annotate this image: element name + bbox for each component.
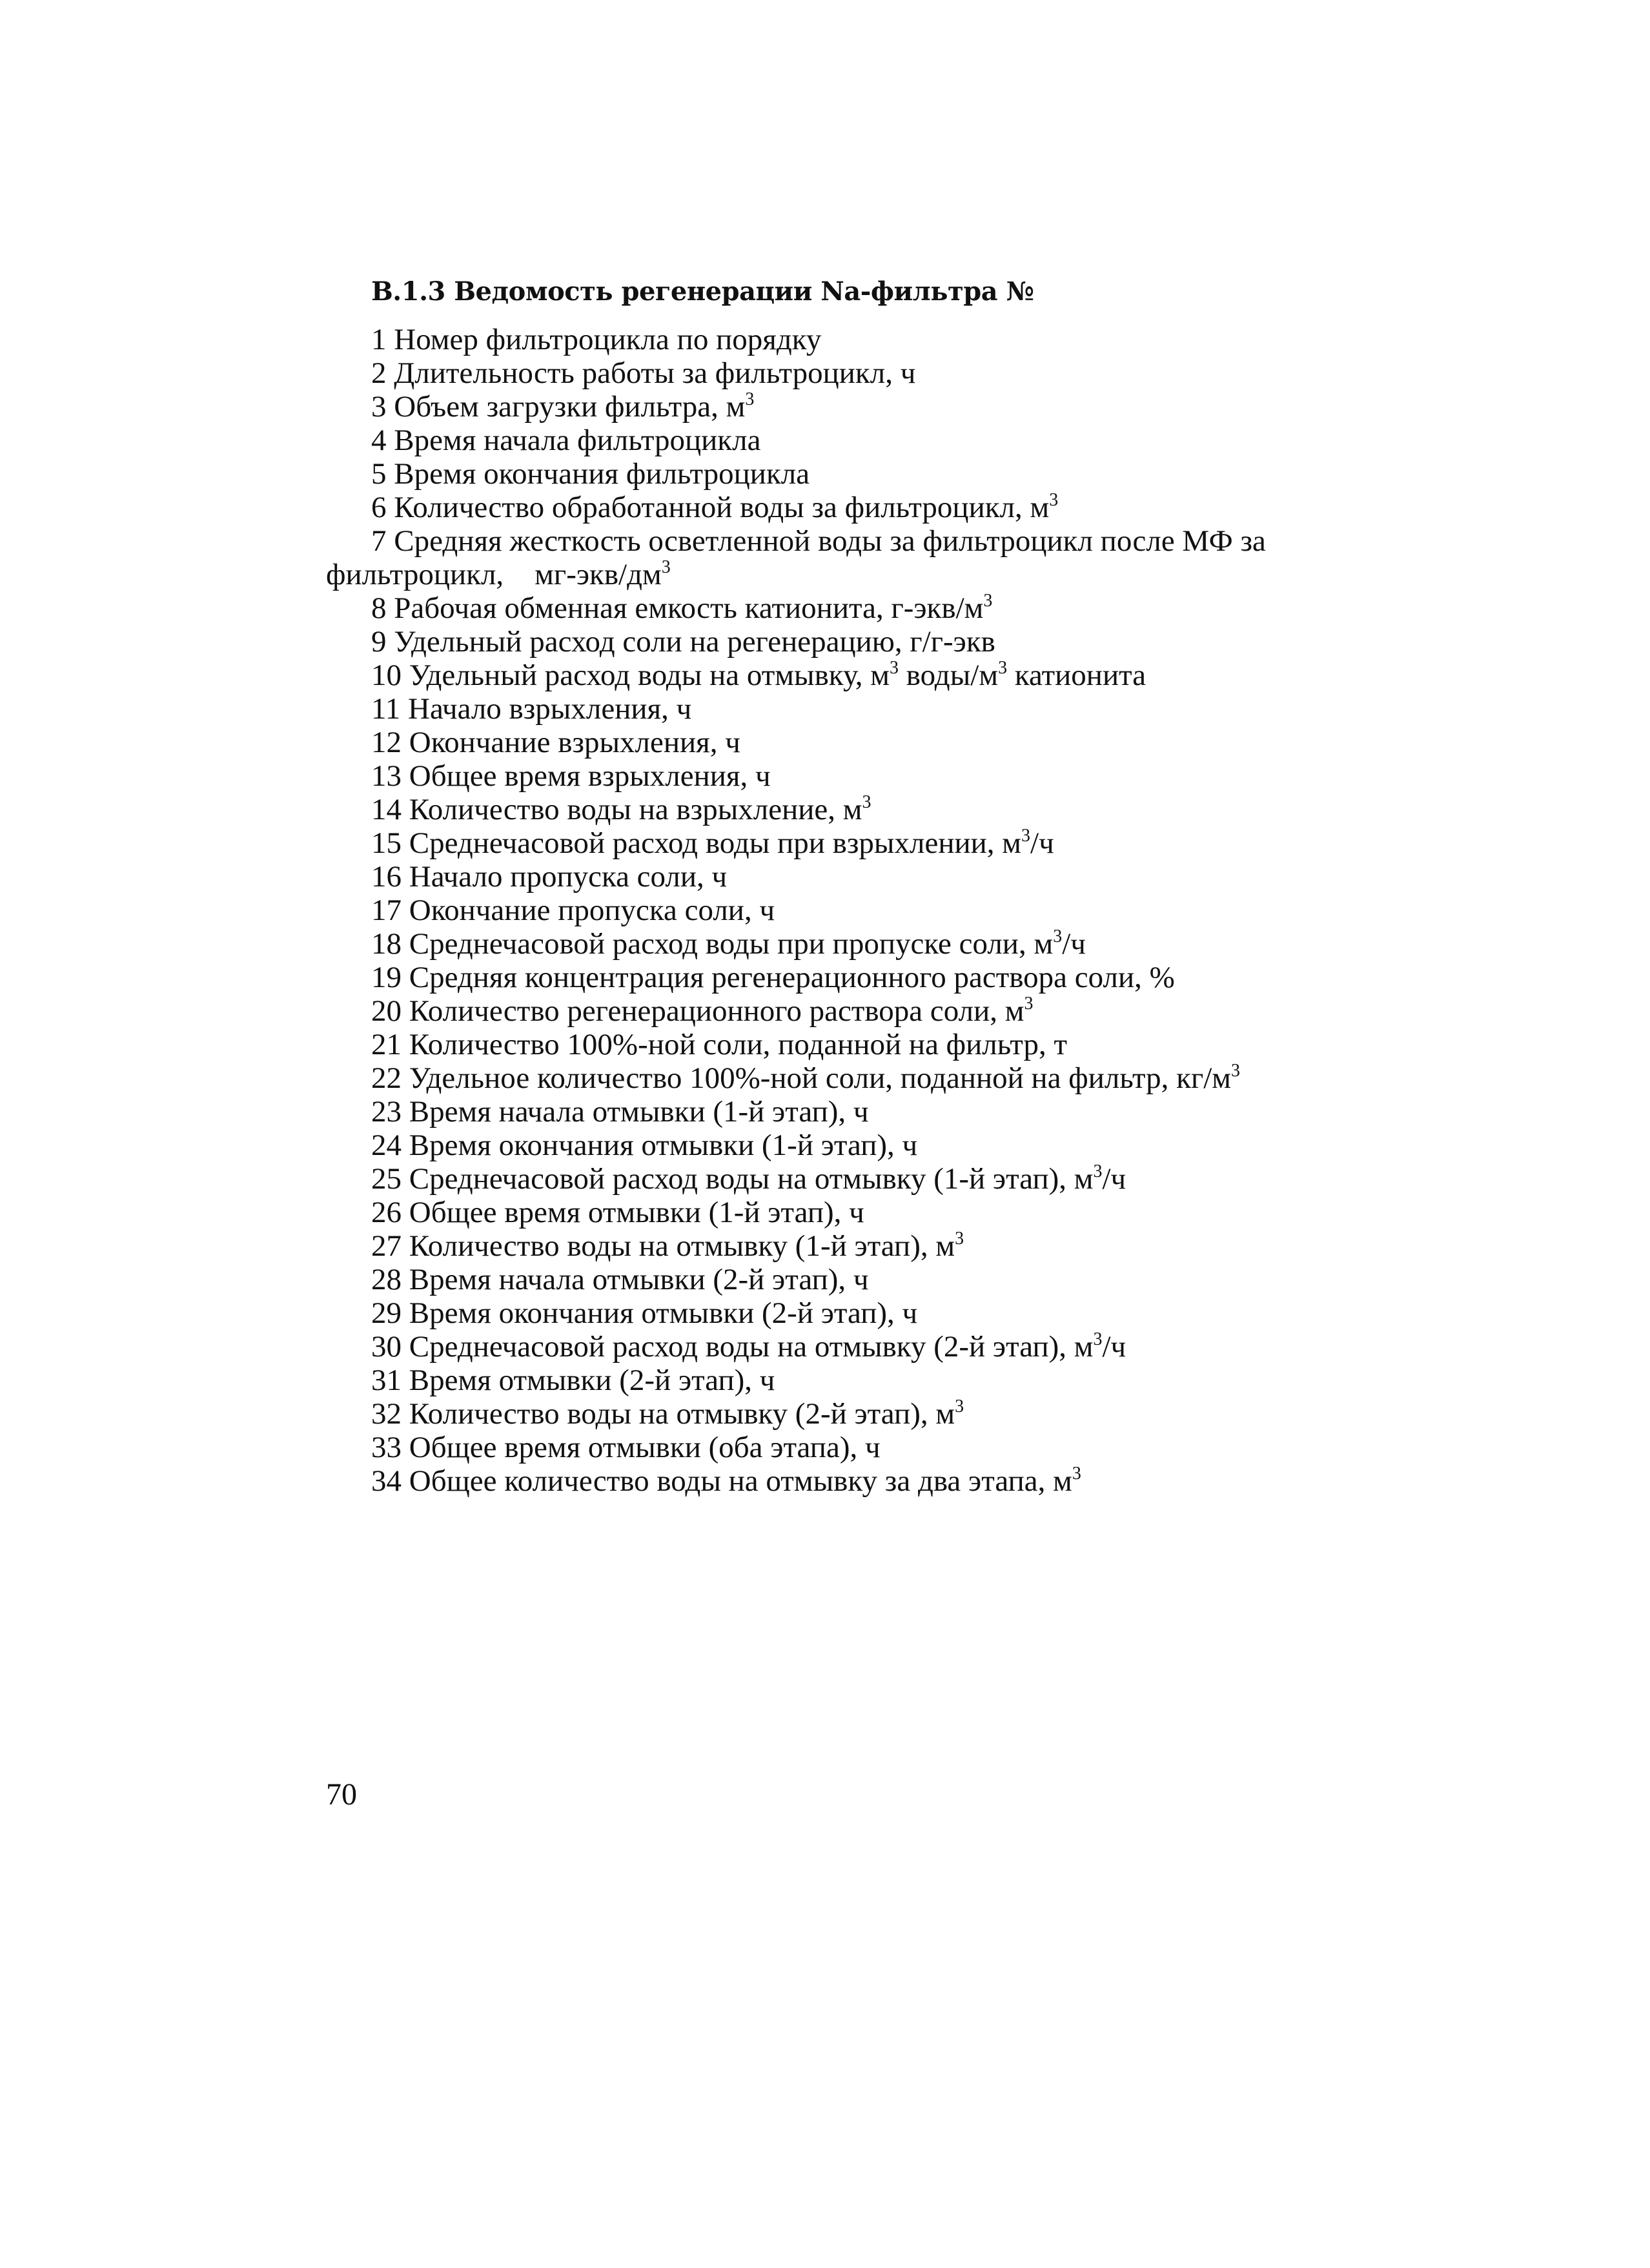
item-number: 28	[371, 1263, 402, 1296]
list-item	[326, 1296, 1456, 1330]
item-unit-tail: /ч	[1102, 1330, 1126, 1364]
item-number: 20	[371, 994, 402, 1028]
item-text-cont: фильтроцикл,	[326, 558, 504, 591]
item-text: Среднечасовой расход воды при пропуске соли, м	[409, 927, 1054, 961]
item-text: Удельный расход соли на регенерацию, г/г-экв	[394, 625, 995, 659]
item-number: 8	[371, 591, 387, 625]
item-continuation	[326, 558, 1456, 591]
list-item	[326, 692, 1456, 726]
item-text: Время окончания фильтроцикла	[394, 457, 810, 491]
unit-exponent: 3	[1049, 490, 1059, 510]
list-item	[326, 860, 1456, 894]
unit-exponent: 3	[1024, 994, 1034, 1014]
list-item	[326, 826, 1456, 860]
list-item	[326, 793, 1456, 826]
item-number: 29	[371, 1296, 402, 1330]
list-item	[326, 625, 1456, 659]
item-number: 4	[371, 424, 387, 457]
item-text: Средняя концентрация регенерационного раствора соли, %	[409, 961, 1175, 994]
item-number: 33	[371, 1431, 402, 1464]
unit-exponent: 3	[1093, 1161, 1103, 1181]
list-item	[326, 1129, 1456, 1162]
unit-exponent: 3	[862, 792, 871, 812]
item-text: Удельное количество 100%-ной соли, поданной на фильтр, кг/м	[409, 1061, 1232, 1095]
list-item	[326, 759, 1456, 793]
item-text: Время начала отмывки (2-й этап), ч	[409, 1263, 869, 1296]
item-text: Номер фильтроцикла по порядку	[394, 323, 822, 356]
item-number: 16	[371, 860, 402, 894]
page-number: 70	[326, 1777, 357, 1812]
item-number: 5	[371, 457, 387, 491]
item-number: 26	[371, 1196, 402, 1229]
list-item	[326, 424, 1456, 457]
item-number: 7	[371, 524, 387, 558]
unit-exponent: 3	[1072, 1464, 1081, 1484]
item-text: Среднечасовой расход воды на отмывку (1-й этап), м	[409, 1162, 1094, 1196]
item-text: Общее время отмывки (оба этапа), ч	[409, 1431, 881, 1464]
list-item	[326, 1431, 1456, 1464]
list-item	[326, 1330, 1456, 1364]
item-text: Начало взрыхления, ч	[408, 692, 692, 726]
item-number: 27	[371, 1229, 402, 1263]
list-item	[326, 524, 1456, 591]
list-item	[326, 591, 1456, 625]
item-text: Количество регенерационного раствора соли, м	[409, 994, 1024, 1028]
item-unit-tail: /ч	[1030, 826, 1054, 860]
item-text: Окончание взрыхления, ч	[409, 726, 740, 759]
list-item	[326, 1263, 1456, 1296]
item-number: 15	[371, 826, 402, 860]
item-unit-tail: /ч	[1102, 1162, 1126, 1196]
unit-exponent: 3	[983, 591, 993, 611]
item-text: Начало пропуска соли, ч	[409, 860, 728, 894]
list-item	[326, 1196, 1456, 1229]
list-item	[326, 491, 1456, 524]
item-text: Время отмывки (2-й этап), ч	[409, 1364, 775, 1397]
unit-exponent: 3	[890, 658, 899, 678]
item-text: Среднечасовой расход воды при взрыхлении, м	[409, 826, 1022, 860]
list-item	[326, 726, 1456, 759]
list-item	[326, 1364, 1456, 1397]
unit-exponent: 3	[661, 557, 671, 577]
item-number: 21	[371, 1028, 402, 1061]
list-item	[326, 927, 1456, 961]
item-number: 25	[371, 1162, 402, 1196]
item-number: 1	[371, 323, 387, 356]
item-text: Общее количество воды на отмывку за два этапа, м	[409, 1464, 1072, 1498]
item-text: Количество обработанной воды за фильтроцикл, м	[394, 491, 1050, 524]
list-item	[326, 323, 1456, 356]
item-number: 11	[371, 692, 401, 726]
item-number: 19	[371, 961, 402, 994]
item-number: 24	[371, 1129, 402, 1162]
list-item	[326, 1061, 1456, 1095]
item-text: Количество 100%-ной соли, поданной на фильтр, т	[409, 1028, 1068, 1061]
list-item	[326, 961, 1456, 994]
item-text: Средняя жесткость осветленной воды за фильтроцикл после МФ за	[394, 524, 1266, 558]
item-text: Удельный расход воды на отмывку, м	[409, 659, 890, 692]
list-item	[326, 356, 1456, 390]
item-number: 13	[371, 759, 402, 793]
item-unit-tail: /ч	[1062, 927, 1086, 961]
item-text: Среднечасовой расход воды на отмывку (2-й этап), м	[409, 1330, 1094, 1364]
item-number: 2	[371, 356, 387, 390]
item-number: 31	[371, 1364, 402, 1397]
item-text: Время окончания отмывки (2-й этап), ч	[409, 1296, 918, 1330]
unit-exponent: 3	[1231, 1061, 1241, 1081]
item-number: 10	[371, 659, 402, 692]
item-text: Общее время взрыхления, ч	[409, 759, 771, 793]
list-item	[326, 390, 1456, 424]
list-item	[326, 894, 1456, 927]
item-text: Количество воды на отмывку (1-й этап), м	[409, 1229, 955, 1263]
item-number: 18	[371, 927, 402, 961]
item-text: Время окончания отмывки (1-й этап), ч	[409, 1129, 918, 1162]
item-text: Объем загрузки фильтра, м	[394, 390, 746, 424]
list-item	[326, 1028, 1456, 1061]
unit-exponent: 3	[1093, 1329, 1103, 1349]
item-number: 9	[371, 625, 387, 659]
item-unit: мг-экв/дм	[535, 558, 662, 591]
item-number: 6	[371, 491, 387, 524]
list-item	[326, 659, 1456, 692]
list-item	[326, 1229, 1456, 1263]
item-number: 32	[371, 1397, 402, 1431]
list-item	[326, 1095, 1456, 1129]
item-number: 3	[371, 390, 387, 424]
unit-exponent: 3	[955, 1229, 964, 1249]
item-text: Количество воды на взрыхление, м	[409, 793, 862, 826]
item-number: 22	[371, 1061, 402, 1095]
item-number: 14	[371, 793, 402, 826]
unit-exponent: 3	[1053, 926, 1063, 946]
item-text: Количество воды на отмывку (2-й этап), м	[409, 1397, 955, 1431]
item-number: 12	[371, 726, 402, 759]
item-number: 23	[371, 1095, 402, 1129]
item-text: Длительность работы за фильтроцикл, ч	[394, 356, 916, 390]
list-item	[326, 994, 1456, 1028]
item-number: 34	[371, 1464, 402, 1498]
item-number: 17	[371, 894, 402, 927]
item-unit-tail: воды/м	[899, 659, 999, 692]
item-text: Окончание пропуска соли, ч	[409, 894, 775, 927]
item-unit-tail: катионита	[1007, 659, 1146, 692]
list-item	[326, 1464, 1456, 1498]
unit-exponent: 3	[955, 1396, 964, 1416]
unit-exponent: 3	[1021, 826, 1031, 846]
item-text: Общее время отмывки (1-й этап), ч	[409, 1196, 864, 1229]
item-text: Время начала фильтроцикла	[394, 424, 761, 457]
item-number: 30	[371, 1330, 402, 1364]
list-item	[326, 1397, 1456, 1431]
item-text: Время начала отмывки (1-й этап), ч	[409, 1095, 869, 1129]
section-heading: В.1.3 Ведомость регенерации Na-фильтра №	[371, 276, 1034, 307]
unit-exponent: 3	[998, 658, 1008, 678]
regeneration-parameter-list	[326, 323, 1456, 1498]
list-item	[326, 1162, 1456, 1196]
unit-exponent: 3	[745, 389, 755, 409]
item-text: Рабочая обменная емкость катионита, г-экв/м	[394, 591, 984, 625]
list-item	[326, 457, 1456, 491]
